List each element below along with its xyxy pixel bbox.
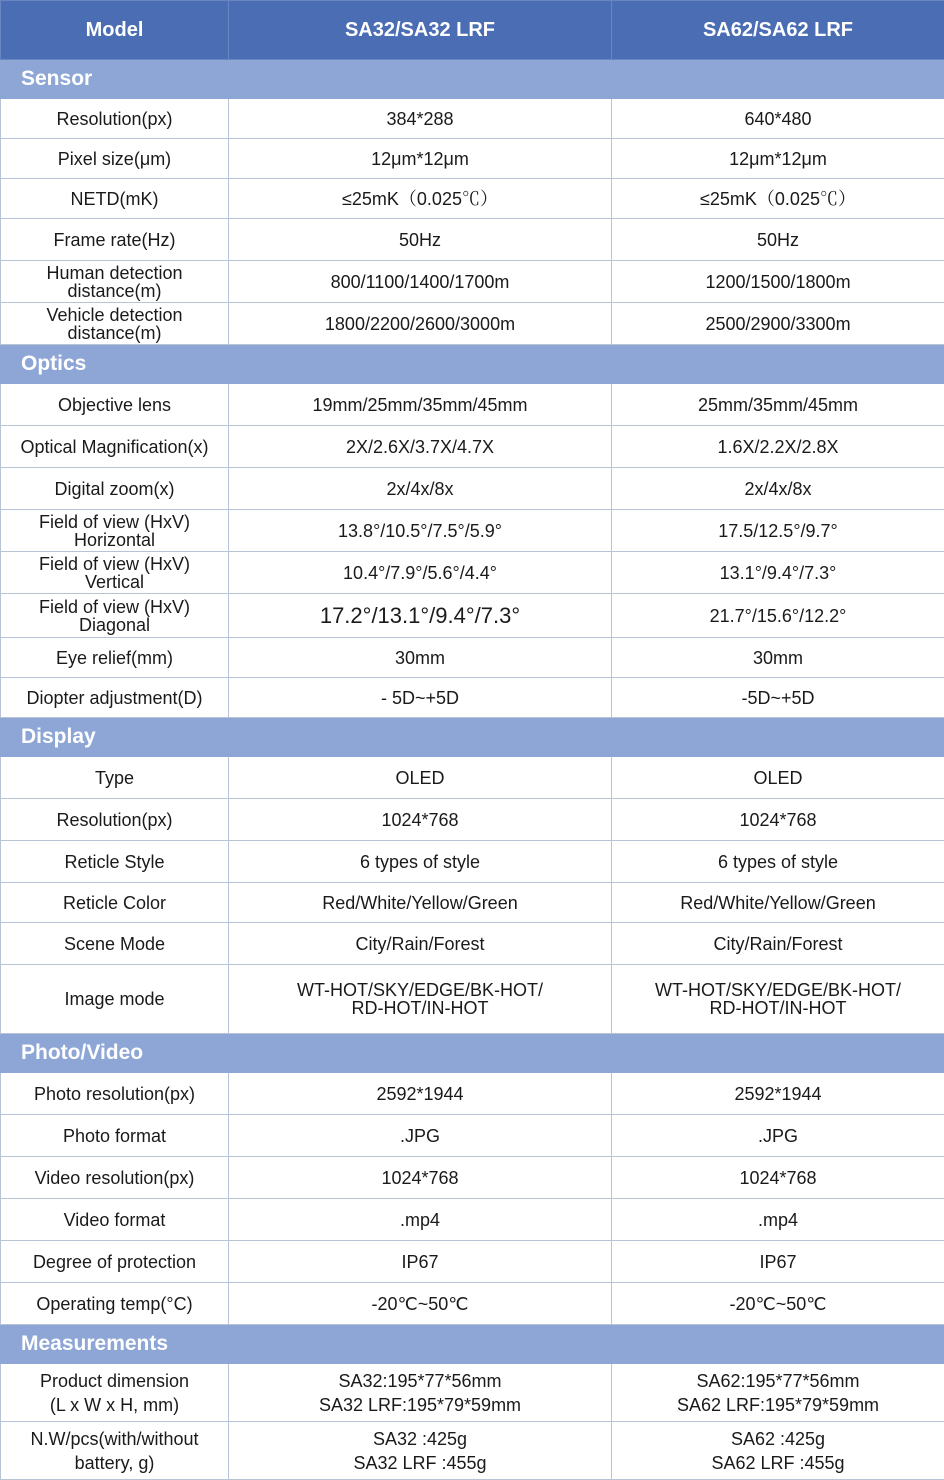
value-sa62: 2x/4x/8x [612,468,944,510]
value-sa32: 12μm*12μm [229,139,612,179]
value-sa32: - 5D~+5D [229,678,612,718]
table-row [1,1157,944,1199]
table-row [1,1199,944,1241]
row-label: N.W/pcs(with/without battery, g) [1,1422,229,1480]
header-model: Model [1,1,229,60]
table-row [1,678,944,718]
value-sa62: IP67 [612,1241,944,1283]
table-row [1,179,944,219]
row-label: Reticle Style [1,841,229,883]
row-label: Resolution(px) [1,799,229,841]
value-sa62: 25mm/35mm/45mm [612,384,944,426]
row-label: Optical Magnification(x) [1,426,229,468]
row-label: Field of view (HxV) Horizontal [1,510,229,552]
table-row [1,99,944,139]
table-row [1,923,944,965]
section-measurements: Measurements [1,1325,944,1364]
row-label: Video format [1,1199,229,1241]
row-label: Product dimension (L x W x H, mm) [1,1364,229,1422]
row-label: Vehicle detection distance(m) [1,303,229,345]
table-row [1,1364,944,1422]
value-sa32: IP67 [229,1241,612,1283]
value-sa32: 1024*768 [229,1157,612,1199]
table-row [1,594,944,638]
value-sa32: 2x/4x/8x [229,468,612,510]
value-sa62: 1024*768 [612,799,944,841]
table-row [1,261,944,303]
section-sensor: Sensor [1,60,944,99]
row-label: Photo resolution(px) [1,1073,229,1115]
row-label: Pixel size(μm) [1,139,229,179]
value-sa32: 10.4°/7.9°/5.6°/4.4° [229,552,612,594]
value-sa32: 1800/2200/2600/3000m [229,303,612,345]
table-row [1,219,944,261]
value-sa32: 30mm [229,638,612,678]
table-row [1,426,944,468]
row-label: Operating temp(°C) [1,1283,229,1325]
value-sa62: 6 types of style [612,841,944,883]
value-sa62: WT-HOT/SKY/EDGE/BK-HOT/ RD-HOT/IN-HOT [612,965,944,1034]
row-label: Scene Mode [1,923,229,965]
value-sa32: 800/1100/1400/1700m [229,261,612,303]
value-sa32: -20℃~50℃ [229,1283,612,1325]
row-label: Objective lens [1,384,229,426]
header-row [1,1,944,60]
value-sa32: ≤25mK（0.025℃） [229,179,612,219]
value-sa32: 6 types of style [229,841,612,883]
value-sa32: SA32 :425g SA32 LRF :455g [229,1422,612,1480]
table-row [1,1283,944,1325]
table-row [1,139,944,179]
value-sa32: Red/White/Yellow/Green [229,883,612,923]
row-label: Digital zoom(x) [1,468,229,510]
value-sa62: 12μm*12μm [612,139,944,179]
row-label: Image mode [1,965,229,1034]
value-sa62: 2500/2900/3300m [612,303,944,345]
value-sa62: .mp4 [612,1199,944,1241]
value-sa62: SA62 :425g SA62 LRF :455g [612,1422,944,1480]
table-row [1,841,944,883]
value-sa32: 17.2°/13.1°/9.4°/7.3° [229,594,612,638]
value-sa32: 13.8°/10.5°/7.5°/5.9° [229,510,612,552]
table-row [1,799,944,841]
value-sa62: .JPG [612,1115,944,1157]
row-label: Video resolution(px) [1,1157,229,1199]
value-sa62: 50Hz [612,219,944,261]
value-sa62: OLED [612,757,944,799]
row-label: Frame rate(Hz) [1,219,229,261]
value-sa62: SA62:195*77*56mm SA62 LRF:195*79*59mm [612,1364,944,1422]
table-row [1,303,944,345]
table-row [1,1073,944,1115]
value-sa32: 50Hz [229,219,612,261]
value-sa62: -20℃~50℃ [612,1283,944,1325]
value-sa62: 1.6X/2.2X/2.8X [612,426,944,468]
value-sa62: 13.1°/9.4°/7.3° [612,552,944,594]
section-photo-video: Photo/Video [1,1034,944,1073]
row-label: Field of view (HxV) Diagonal [1,594,229,638]
row-label: NETD(mK) [1,179,229,219]
value-sa62: 1024*768 [612,1157,944,1199]
row-label: Eye relief(mm) [1,638,229,678]
table-row [1,384,944,426]
row-label: Type [1,757,229,799]
row-label: Human detection distance(m) [1,261,229,303]
value-sa62: 30mm [612,638,944,678]
value-sa62: ≤25mK（0.025℃） [612,179,944,219]
value-sa62: 1200/1500/1800m [612,261,944,303]
value-sa32: SA32:195*77*56mm SA32 LRF:195*79*59mm [229,1364,612,1422]
value-sa62: 640*480 [612,99,944,139]
value-sa32: City/Rain/Forest [229,923,612,965]
value-sa62: Red/White/Yellow/Green [612,883,944,923]
table-row [1,552,944,594]
value-sa62: City/Rain/Forest [612,923,944,965]
value-sa62: 21.7°/15.6°/12.2° [612,594,944,638]
section-display: Display [1,718,944,757]
table-row [1,468,944,510]
value-sa62: 17.5/12.5°/9.7° [612,510,944,552]
table-row [1,757,944,799]
table-row [1,1422,944,1480]
header-sa32: SA32/SA32 LRF [229,1,612,60]
section-optics: Optics [1,345,944,384]
value-sa32: 384*288 [229,99,612,139]
table-row [1,638,944,678]
table-row [1,1241,944,1283]
row-label: Degree of protection [1,1241,229,1283]
value-sa32: OLED [229,757,612,799]
value-sa32: WT-HOT/SKY/EDGE/BK-HOT/ RD-HOT/IN-HOT [229,965,612,1034]
header-sa62: SA62/SA62 LRF [612,1,944,60]
row-label: Resolution(px) [1,99,229,139]
row-label: Field of view (HxV) Vertical [1,552,229,594]
table-row [1,1115,944,1157]
value-sa32: .mp4 [229,1199,612,1241]
value-sa62: 2592*1944 [612,1073,944,1115]
value-sa32: 2X/2.6X/3.7X/4.7X [229,426,612,468]
table-row [1,510,944,552]
table-row [1,965,944,1034]
value-sa62: -5D~+5D [612,678,944,718]
row-label: Reticle Color [1,883,229,923]
value-sa32: 1024*768 [229,799,612,841]
value-sa32: 19mm/25mm/35mm/45mm [229,384,612,426]
table-row [1,883,944,923]
row-label: Photo format [1,1115,229,1157]
value-sa32: 2592*1944 [229,1073,612,1115]
value-sa32: .JPG [229,1115,612,1157]
row-label: Diopter adjustment(D) [1,678,229,718]
